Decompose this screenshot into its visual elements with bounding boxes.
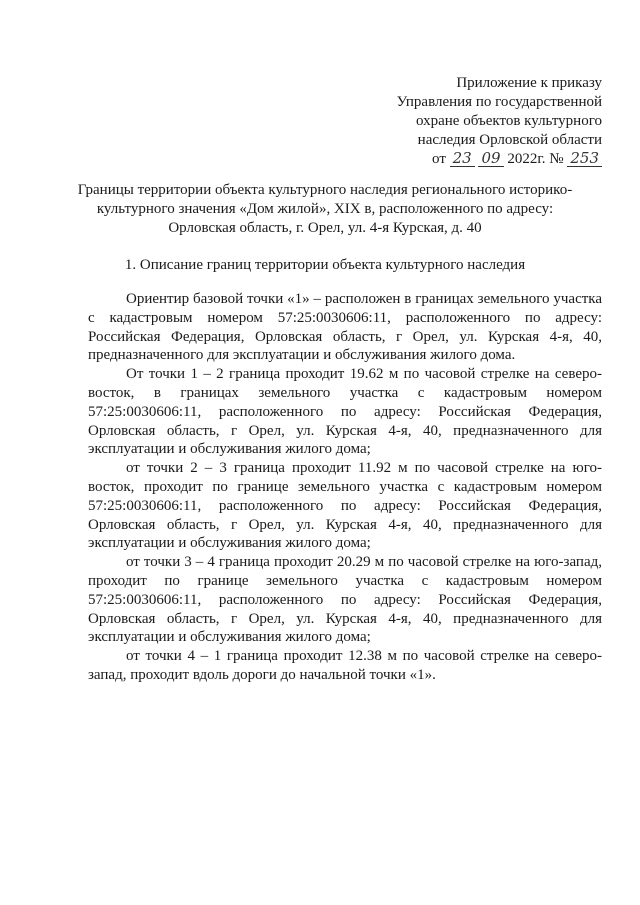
title-line-1: Границы территории объекта культурного наследия регионального историко- <box>77 182 573 198</box>
section-heading: 1. Описание границ территории объекта культурного наследия <box>124 257 526 273</box>
date-year-and-number-label: 2022г. № <box>507 151 564 167</box>
handwritten-month: 09 <box>478 151 503 167</box>
paragraph-point-1-2: От точки 1 – 2 граница проходит 19.62 м по часовой стрелке на северо-восток, в границах земельного участка с кадастровым номером 57:25:0030606:11, расположенного по адресу: Российская Федерация, Орловская область, г Орел, ул. Курская 4-я, 40, предназначенного для эксплуатации и обслуживания жилого дома; <box>88 366 602 458</box>
document-body <box>88 290 602 685</box>
approval-line-1: Приложение к приказу <box>456 75 602 91</box>
approval-line-3: охране объектов культурного <box>415 113 602 129</box>
approval-block <box>362 74 602 169</box>
paragraph-point-2-3: от точки 2 – 3 граница проходит 11.92 м по часовой стрелке на юго-восток, проходит по границе земельного участка с кадастровым номером 57:25:0030606:11, расположенного по адресу: Российская Федерация, Орловская область, г Орел, ул. Курская 4-я, 40, предназначенного для эксплуатации и обслуживания жилого дома; <box>88 460 602 552</box>
paragraph-point-3-4: от точки 3 – 4 граница проходит 20.29 м по часовой стрелке на юго-запад, проходит по границе земельного участка с кадастровым номером 57:25:0030606:11, расположенного по адресу: Российская Федерация, Орловская область, г Орел, ул. Курская 4-я, 40, предназначенного для эксплуатации и обслуживания жилого дома; <box>88 554 602 646</box>
title-line-2: культурного значения «Дом жилой», XIX в, расположенного по адресу: <box>96 201 554 217</box>
date-prefix: от <box>432 151 446 167</box>
paragraph-base-point: Ориентир базовой точки «1» – расположен в границах земельного участка с кадастровым номером 57:25:0030606:11, расположенного по адресу: Российская Федерация, Орловская область, г Орел, ул. Курская 4-я, 40, предназначенного для эксплуатации и обслуживания жилого дома. <box>88 291 602 364</box>
handwritten-order-number: 253 <box>567 151 602 167</box>
approval-line-2: Управления по государственной <box>396 94 602 110</box>
handwritten-day: 23 <box>450 151 475 167</box>
title-line-3: Орловская область, г. Орел, ул. 4-я Курская, д. 40 <box>168 220 482 236</box>
paragraph-point-4-1: от точки 4 – 1 граница проходит 12.38 м по часовой стрелке на северо-запад, проходит вдоль дороги до начальной точки «1». <box>88 648 602 683</box>
approval-line-4: наследия Орловской области <box>417 132 602 148</box>
approval-date-line <box>362 150 602 169</box>
document-title <box>70 181 580 238</box>
